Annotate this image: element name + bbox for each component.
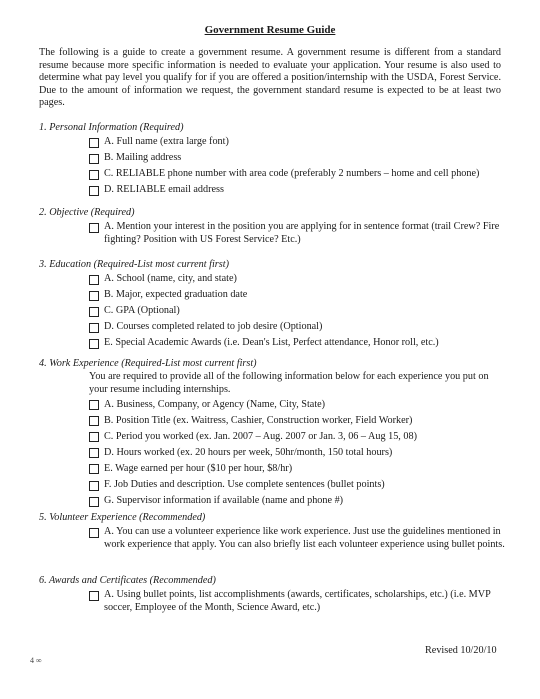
checklist-item-text: B. Position Title (ex. Waitress, Cashier, Construction worker, Field Worker) xyxy=(104,414,413,426)
checklist-item-text: G. Supervisor information if available (name and phone #) xyxy=(104,495,344,507)
checklist-item xyxy=(89,305,509,318)
checklist-item xyxy=(89,136,509,149)
checklist-item xyxy=(89,273,509,286)
checklist-item-text: A. School (name, city, and state) xyxy=(104,273,237,284)
checkbox-icon xyxy=(89,223,99,233)
checkbox-icon xyxy=(89,416,99,426)
checklist-item-text: C. GPA (Optional) xyxy=(104,305,180,317)
checklist xyxy=(39,589,509,615)
section-heading: 1. Personal Information (Required) xyxy=(39,122,184,133)
checkbox-icon xyxy=(89,275,99,285)
checklist-item xyxy=(89,221,509,247)
section-1 xyxy=(39,121,509,200)
section-heading: 6. Awards and Certificates (Recommended) xyxy=(39,575,216,586)
checklist-item xyxy=(89,447,509,460)
section-6 xyxy=(39,574,509,618)
checklist-item-text: C. RELIABLE phone number with area code (preferably 2 numbers – home and cell phone) xyxy=(104,168,480,180)
checklist-item xyxy=(89,463,509,476)
checkbox-icon xyxy=(89,291,99,301)
checklist-item xyxy=(89,184,509,197)
checklist-item-text: D. Hours worked (ex. 20 hours per week, 50hr/month, 150 total hours) xyxy=(104,446,393,458)
checklist-item-text: B. Mailing address xyxy=(104,152,182,164)
intro-paragraph: The following is a guide to create a government resume. A government resume is different from a standard resume because more specific information is needed to evaluate your application. Your resume is also used to determine what pay level you qualify for if you are offered a position/internship with the USDA, Forest Service. Due to the amount of information we request, the government standard resume is expected to be at least two pages. xyxy=(39,47,501,109)
checklist-item-text: A. Full name (extra large font) xyxy=(104,136,229,147)
checkbox-icon xyxy=(89,481,99,491)
checklist-item-text: E. Special Academic Awards (i.e. Dean's List, Perfect attendance, Honor roll, etc.) xyxy=(104,337,439,349)
revised-date: Revised 10/20/10 xyxy=(425,645,497,656)
checklist-item-text: F. Job Duties and description. Use complete sentences (bullet points) xyxy=(104,479,385,491)
checkbox-icon xyxy=(89,497,99,507)
checkbox-icon xyxy=(89,186,99,196)
checklist-item-text: A. Using bullet points, list accomplishments (awards, certificates, scholarships, etc.) (i.e. MVP soccer, Employee of the Month, Science Award, etc.) xyxy=(104,589,491,613)
checkbox-icon xyxy=(89,400,99,410)
checklist-item xyxy=(89,431,509,444)
page-title: Government Resume Guide xyxy=(204,24,336,36)
checkbox-icon xyxy=(89,154,99,164)
checklist-item xyxy=(89,289,509,302)
checklist-item xyxy=(89,168,509,181)
checklist xyxy=(39,221,509,247)
checklist-item-text: C. Period you worked (ex. Jan. 2007 – Aug. 2007 or Jan. 3, 06 – Aug 15, 08) xyxy=(104,430,417,442)
section-5 xyxy=(39,511,509,555)
page-mark: 4 ∞ xyxy=(30,656,42,665)
section-heading: 5. Volunteer Experience (Recommended) xyxy=(39,512,206,523)
checkbox-icon xyxy=(89,339,99,349)
checkbox-icon xyxy=(89,138,99,148)
checkbox-icon xyxy=(89,170,99,180)
checkbox-icon xyxy=(89,323,99,333)
checklist xyxy=(39,136,509,197)
checkbox-icon xyxy=(89,591,99,601)
section-note: You are required to provide all of the following information below for each experience you put on your resume including internships. xyxy=(89,371,489,395)
checkbox-icon xyxy=(89,307,99,317)
section-heading: 4. Work Experience (Required-List most current first) xyxy=(39,358,257,369)
section-heading: 3. Education (Required-List most current first) xyxy=(39,259,229,270)
checkbox-icon xyxy=(89,448,99,458)
checklist-item-text: B. Major, expected graduation date xyxy=(104,289,248,301)
checklist-item-text: D. Courses completed related to job desire (Optional) xyxy=(104,321,323,333)
checkbox-icon xyxy=(89,464,99,474)
checklist-item-text: A. Business, Company, or Agency (Name, City, State) xyxy=(104,398,326,410)
section-2 xyxy=(39,206,509,250)
checklist-item xyxy=(89,152,509,165)
checklist-item xyxy=(89,415,509,428)
checklist-item xyxy=(89,321,509,334)
checklist xyxy=(39,399,509,508)
checkbox-icon xyxy=(89,432,99,442)
checklist-item xyxy=(89,479,509,492)
section-heading: 2. Objective (Required) xyxy=(39,207,135,218)
checklist-item-text: A. You can use a volunteer experience like work experience. Just use the guidelines mentioned in work experience that apply. You can also briefly list each volunteer experience using bullet points. xyxy=(104,526,505,550)
checkbox-icon xyxy=(89,528,99,538)
section-4 xyxy=(39,357,509,511)
checklist-item xyxy=(89,589,509,615)
checklist xyxy=(39,526,509,552)
checklist-item-text: D. RELIABLE email address xyxy=(104,184,224,196)
checklist-item xyxy=(89,526,509,552)
checklist-item xyxy=(89,399,509,412)
checklist-item-text: A. Mention your interest in the position you are applying for in sentence format (trail Crew? Fire fighting? Position with US Forest Service? Etc.) xyxy=(104,221,500,245)
section-3 xyxy=(39,258,509,353)
checklist-item-text: E. Wage earned per hour ($10 per hour, $8/hr) xyxy=(104,462,293,474)
checklist xyxy=(39,273,509,350)
checklist-item xyxy=(89,495,509,508)
checklist-item xyxy=(89,337,509,350)
